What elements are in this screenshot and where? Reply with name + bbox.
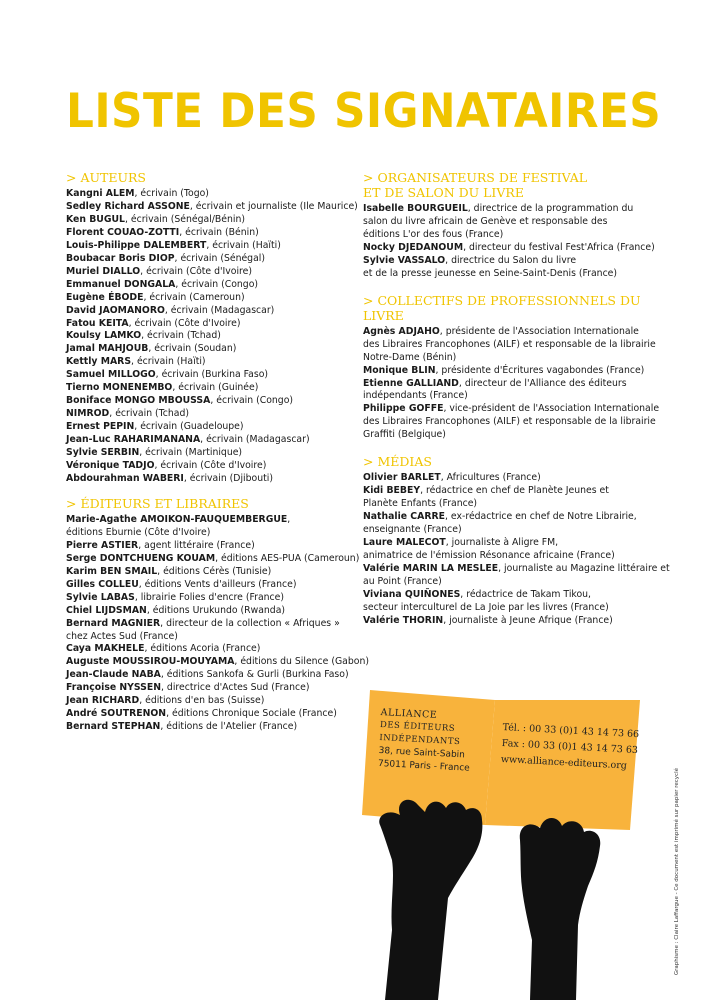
signatory-description-continued: au Point (France) — [363, 575, 442, 587]
card-website: www.alliance-editeurs.org — [500, 753, 628, 772]
card-address-line-1: 38, rue Saint-Sabin — [378, 745, 466, 761]
page-title: LISTE DES SIGNATAIRES — [66, 84, 662, 139]
signatory-description-continued: animatrice de l'émission Résonance africaine (France) — [363, 550, 615, 562]
signatory-name: Nocky DJEDANOUM — [363, 241, 464, 253]
signatory-description: , éditions Urukundo (Rwanda) — [146, 604, 286, 616]
signatory-name: Jean-Luc RAHARIMANANA — [66, 434, 201, 446]
signatory-description: , écrivain (Congo) — [175, 278, 259, 290]
signatory-name: Jamal MAHJOUB — [66, 343, 149, 355]
section-heading-medias: > MÉDIAS — [363, 454, 432, 470]
signatory-description: , écrivain (Madagascar) — [164, 304, 275, 316]
card-phone: Tél. : 00 33 (0)1 43 14 73 66 — [502, 721, 640, 741]
signatory-name: David JAOMANORO — [66, 304, 165, 316]
signatory-description: , écrivain (Côte d'Ivoire) — [128, 317, 241, 329]
signatory-description: , présidente de l'Association Internationale — [439, 325, 639, 337]
signatory-description: , journaliste au Magazine littéraire et — [498, 562, 670, 574]
signatory-description-continued: chez Actes Sud (France) — [66, 630, 178, 642]
signatory-description: , écrivain (Bénin) — [179, 226, 259, 238]
card-name-line-3: INDÉPENDANTS — [379, 732, 461, 748]
section-heading-collectifs: > COLLECTIFS DE PROFESSIONNELS DU LIVRE — [363, 292, 641, 323]
signatory-description-continued: salon du livre africain de Genève et responsable des — [363, 215, 608, 227]
signatory-description: , directeur de la collection « Afriques » — [160, 617, 340, 629]
signatory-description: , écrivain (Sénégal) — [174, 252, 265, 264]
signatory-name: Muriel DIALLO — [66, 265, 141, 277]
signatory-name: Jean-Claude NABA — [66, 669, 161, 681]
signatory-description: , présidente d'Écritures vagabondes (France) — [435, 364, 645, 376]
signatory-description-continued: des Libraires Francophones (AILF) et responsable de la librairie — [363, 416, 656, 428]
signatory-name: Eugène ÉBODE — [66, 291, 144, 303]
signatory-name: Samuel MILLOGO — [66, 369, 156, 381]
signatory-name: Ken BUGUL — [66, 213, 125, 225]
signatory-name: Sedley Richard ASSONE — [66, 200, 190, 212]
signatory-name: NIMROD — [66, 408, 110, 420]
signatory-name: Valérie MARIN LA MESLEE — [363, 562, 499, 574]
signatory-name: Karim BEN SMAIL — [66, 565, 158, 577]
signatory-description: , écrivain (Soudan) — [148, 343, 237, 355]
signatory-name: Emmanuel DONGALA — [66, 278, 176, 290]
signatory-name: Marie-Agathe AMOIKON-FAUQUEMBERGUE — [66, 513, 288, 525]
signatory-name: Serge DONTCHUENG KOUAM — [66, 552, 216, 564]
signatory-description-continued: et de la presse jeunesse en Seine-Saint-Denis (France) — [363, 267, 618, 279]
signatory-description: , écrivain (Djibouti) — [183, 472, 273, 484]
card-address-line-2: 75011 Paris - France — [377, 758, 470, 774]
signatory-name: Boniface MONGO MBOUSSA — [66, 395, 211, 407]
signatory-name: Kidi BEBEY — [363, 485, 421, 497]
signatory-description-continued: Planète Enfants (France) — [363, 498, 478, 510]
signatory-description: , Africultures (France) — [440, 472, 541, 484]
signatory-name: Véronique TADJO — [66, 460, 155, 472]
signatory-name: Olivier BARLET — [363, 472, 441, 484]
signatory-name: Philippe GOFFE — [363, 403, 444, 415]
signatory-name: Koulsy LAMKO — [66, 330, 142, 342]
signatory-name: Laure MALECOT — [363, 537, 446, 549]
signatory-name: Sylvie LABAS — [66, 591, 135, 603]
signatory-description: , agent littéraire (France) — [138, 539, 255, 551]
signatory-name: Caya MAKHELE — [66, 643, 145, 655]
signatory-description: , directrice d'Actes Sud (France) — [161, 682, 310, 694]
signatory-description: , écrivain et journaliste (Ile Maurice) — [189, 200, 358, 212]
signatory-description: , écrivain (Cameroun) — [143, 291, 245, 303]
signatory-name: Agnès ADJAHO — [363, 325, 440, 337]
signatory-description: , — [287, 513, 291, 525]
signatory-name: Jean RICHARD — [66, 695, 140, 707]
signatory-description: , éditions Cérès (Tunisie) — [157, 565, 272, 577]
signatory-description: , vice-président de l'Association Internationale — [443, 403, 660, 415]
signatory-name: Ernest PEPIN — [66, 421, 135, 433]
signatory-description: , directrice du Salon du livre — [445, 254, 577, 266]
card-name-line-1: ALLIANCE — [380, 706, 438, 721]
signatory-name: Bernard STEPHAN — [66, 721, 161, 733]
signatory-description-continued: secteur interculturel de La Joie par les livres (France) — [363, 601, 609, 613]
signatory-name: Florent COUAO-ZOTTI — [66, 226, 180, 238]
signatory-description: , écrivain (Haïti) — [206, 239, 281, 251]
signatory-description: , directeur de l'Alliance des éditeurs — [458, 377, 627, 389]
signatory-name: Chiel LIJDSMAN — [66, 604, 147, 616]
signatory-name: Etienne GALLIAND — [363, 377, 459, 389]
signatory-name: Boubacar Boris DIOP — [66, 252, 175, 264]
signatory-description: , éditions d'en bas (Suisse) — [139, 695, 265, 707]
signatory-name: Kettly MARS — [66, 356, 132, 368]
signatory-description: , éditions Chronique Sociale (France) — [166, 708, 337, 720]
signatory-description-continued: Graffiti (Belgique) — [363, 429, 446, 441]
card-right-text — [500, 720, 639, 775]
signatory-description: , écrivain (Martinique) — [139, 447, 243, 459]
signatory-description: , ex-rédactrice en chef de Notre Librairie, — [445, 511, 637, 523]
signatory-description: , éditions Acoria (France) — [144, 643, 261, 655]
signatory-name: Louis-Philippe DALEMBERT — [66, 239, 207, 251]
signatory-description: , journaliste à Aligre FM, — [445, 537, 559, 549]
card-name-line-2: DES ÉDITEURS — [379, 719, 456, 734]
signatory-description-continued: Notre-Dame (Bénin) — [363, 351, 457, 363]
signatory-name: Sylvie SERBIN — [66, 447, 140, 459]
signatory-description: , écrivain (Haïti) — [131, 356, 206, 368]
signatory-description: , écrivain (Guadeloupe) — [134, 421, 244, 433]
signatory-description: , écrivain (Côte d'Ivoire) — [140, 265, 253, 277]
left-hand-silhouette — [379, 800, 482, 1000]
signatory-description-continued: indépendants (France) — [363, 390, 468, 402]
signatory-name: Kangni ALEM — [66, 188, 135, 199]
card-left-text — [378, 706, 473, 776]
signatory-description: , librairie Folies d'encre (France) — [134, 591, 285, 603]
signatory-name: André SOUTRENON — [66, 708, 167, 720]
signatory-name: Gilles COLLEU — [66, 578, 139, 590]
signatory-description: , écrivain (Togo) — [134, 188, 209, 199]
signatory-description: , rédactrice en chef de Planète Jeunes et — [420, 485, 609, 497]
card-fax: Fax : 00 33 (0)1 43 14 73 63 — [501, 737, 639, 757]
signatory-name: Monique BLIN — [363, 364, 436, 376]
signatory-description: , écrivain (Sénégal/Bénin) — [124, 213, 245, 225]
section-heading-editeurs: > ÉDITEURS ET LIBRAIRES — [66, 495, 249, 511]
signatory-name: Bernard MAGNIER — [66, 617, 161, 629]
signatory-name: Viviana QUIÑONES — [363, 588, 461, 600]
signatory-description-continued: enseignante (France) — [363, 524, 462, 536]
section-heading-organisateurs: > ORGANISATEURS DE FESTIVAL ET DE SALON DU LIVRE — [363, 170, 588, 200]
signatory-name: Abdourahman WABERI — [66, 472, 184, 484]
signatory-description-continued: des Libraires Francophones (AILF) et responsable de la librairie — [363, 338, 656, 350]
graphic-credit: Graphisme : Claire Laffargue - Ce document est imprimé sur papier recyclé — [674, 768, 680, 976]
signatory-name: Tierno MONENEMBO — [66, 382, 173, 394]
signatory-name: Valérie THORIN — [363, 614, 444, 626]
signatory-name: Fatou KEITA — [66, 317, 129, 329]
signatory-description: , éditions Sankofa & Gurli (Burkina Faso) — [160, 669, 349, 681]
signatory-name: Nathalie CARRE — [363, 511, 445, 523]
signatory-name: Sylvie VASSALO — [363, 254, 446, 266]
signatory-description: , éditions Vents d'ailleurs (France) — [138, 578, 297, 590]
signatory-description: , rédactrice de Takam Tikou, — [460, 588, 591, 600]
signatory-description: , écrivain (Madagascar) — [200, 434, 310, 446]
signatory-description: , écrivain (Tchad) — [109, 408, 190, 420]
signatory-description: , directeur du festival Fest'Africa (France) — [463, 241, 655, 253]
right-hand-silhouette — [520, 818, 600, 1000]
section-heading-auteurs: > AUTEURS — [66, 170, 146, 185]
signatory-description: , éditions du Silence (Gabon) — [234, 656, 369, 668]
signatory-description-continued: éditions Eburnie (Côte d'Ivoire) — [66, 526, 211, 538]
signatory-description: , directrice de la programmation du — [467, 203, 634, 214]
signatory-description-continued: éditions L'or des fous (France) — [363, 228, 504, 240]
signatory-name: Pierre ASTIER — [66, 539, 139, 551]
signatory-name: Françoise NYSSEN — [66, 682, 162, 694]
signatory-description: , écrivain (Burkina Faso) — [155, 369, 269, 381]
signatory-name: Auguste MOUSSIROU-MOUYAMA — [66, 656, 235, 668]
signatory-description: , écrivain (Tchad) — [141, 330, 221, 342]
signatory-description: , journaliste à Jeune Afrique (France) — [443, 614, 613, 626]
signatory-description: , écrivain (Congo) — [210, 395, 294, 407]
signatory-description: , écrivain (Côte d'Ivoire) — [154, 460, 267, 472]
signatory-description: , éditions de l'Atelier (France) — [160, 721, 298, 733]
signatory-description: , éditions AES-PUA (Cameroun) — [215, 552, 360, 564]
signatory-name: Isabelle BOURGUEIL — [363, 203, 468, 214]
signatory-description: , écrivain (Guinée) — [172, 382, 259, 394]
